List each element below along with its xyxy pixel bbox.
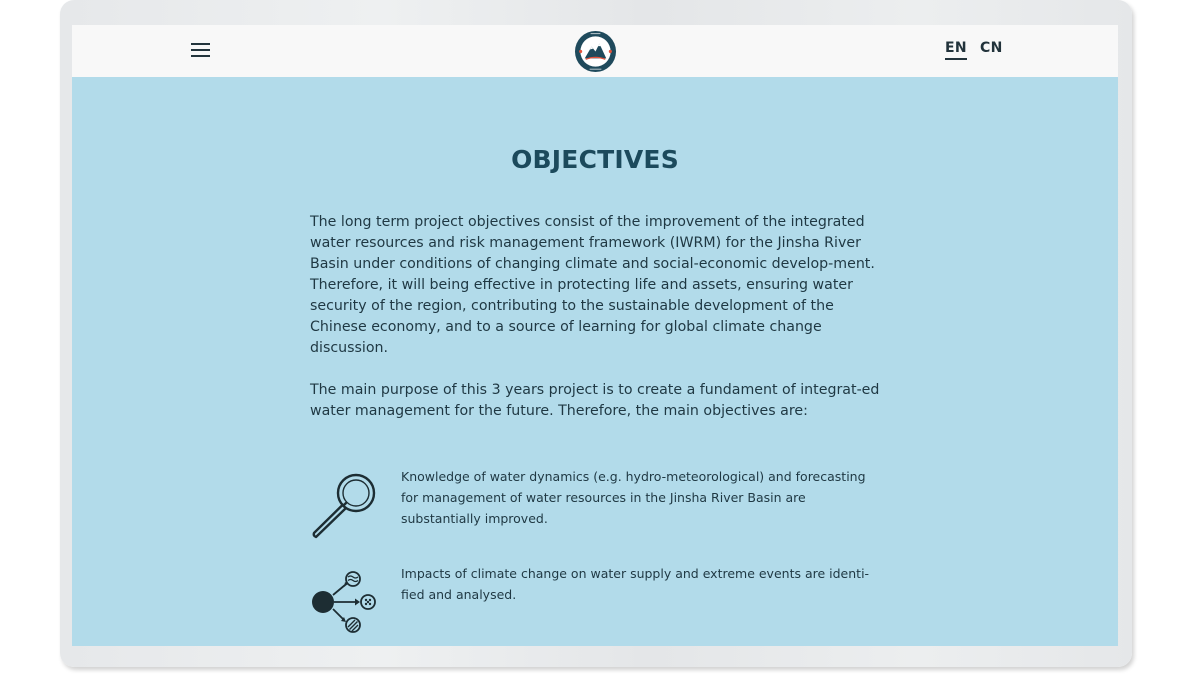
impact-diagram-icon bbox=[310, 568, 380, 638]
objectives-paragraph-2: The main purpose of this 3 years project is to create a fundament of integrat-ed water management for the future. Therefore, the main objectives are: bbox=[310, 382, 880, 419]
magnifying-glass-icon bbox=[310, 471, 380, 541]
objective-item-1-text: Knowledge of water dynamics (e.g. hydro-meteorological) and forecasting for management of water resources in the Jinsha River Basin are substantially improved. bbox=[401, 469, 866, 526]
language-en-link[interactable]: EN bbox=[945, 40, 967, 60]
hamburger-menu-icon[interactable] bbox=[191, 39, 211, 61]
mountain-logo-icon[interactable] bbox=[574, 30, 617, 73]
browser-viewport bbox=[72, 25, 1118, 646]
site-header bbox=[72, 25, 1118, 77]
language-cn-link[interactable]: CN bbox=[980, 40, 1003, 56]
objective-item-2-text: Impacts of climate change on water supply and extreme events are identi-fied and analysed. bbox=[401, 566, 870, 602]
page-title: OBJECTIVES bbox=[511, 145, 679, 174]
objectives-paragraph-1: The long term project objectives consist of the improvement of the integrated water resources and risk management framework (IWRM) for the Jinsha River Basin under conditions of changing climate and social-economic develop-ment. Therefore, it will being effective in protecting life and assets, ensuring water security of the region, contributing to the sustainable development of the Chinese economy, and to a source of learning for global climate change discussion. bbox=[310, 214, 875, 356]
